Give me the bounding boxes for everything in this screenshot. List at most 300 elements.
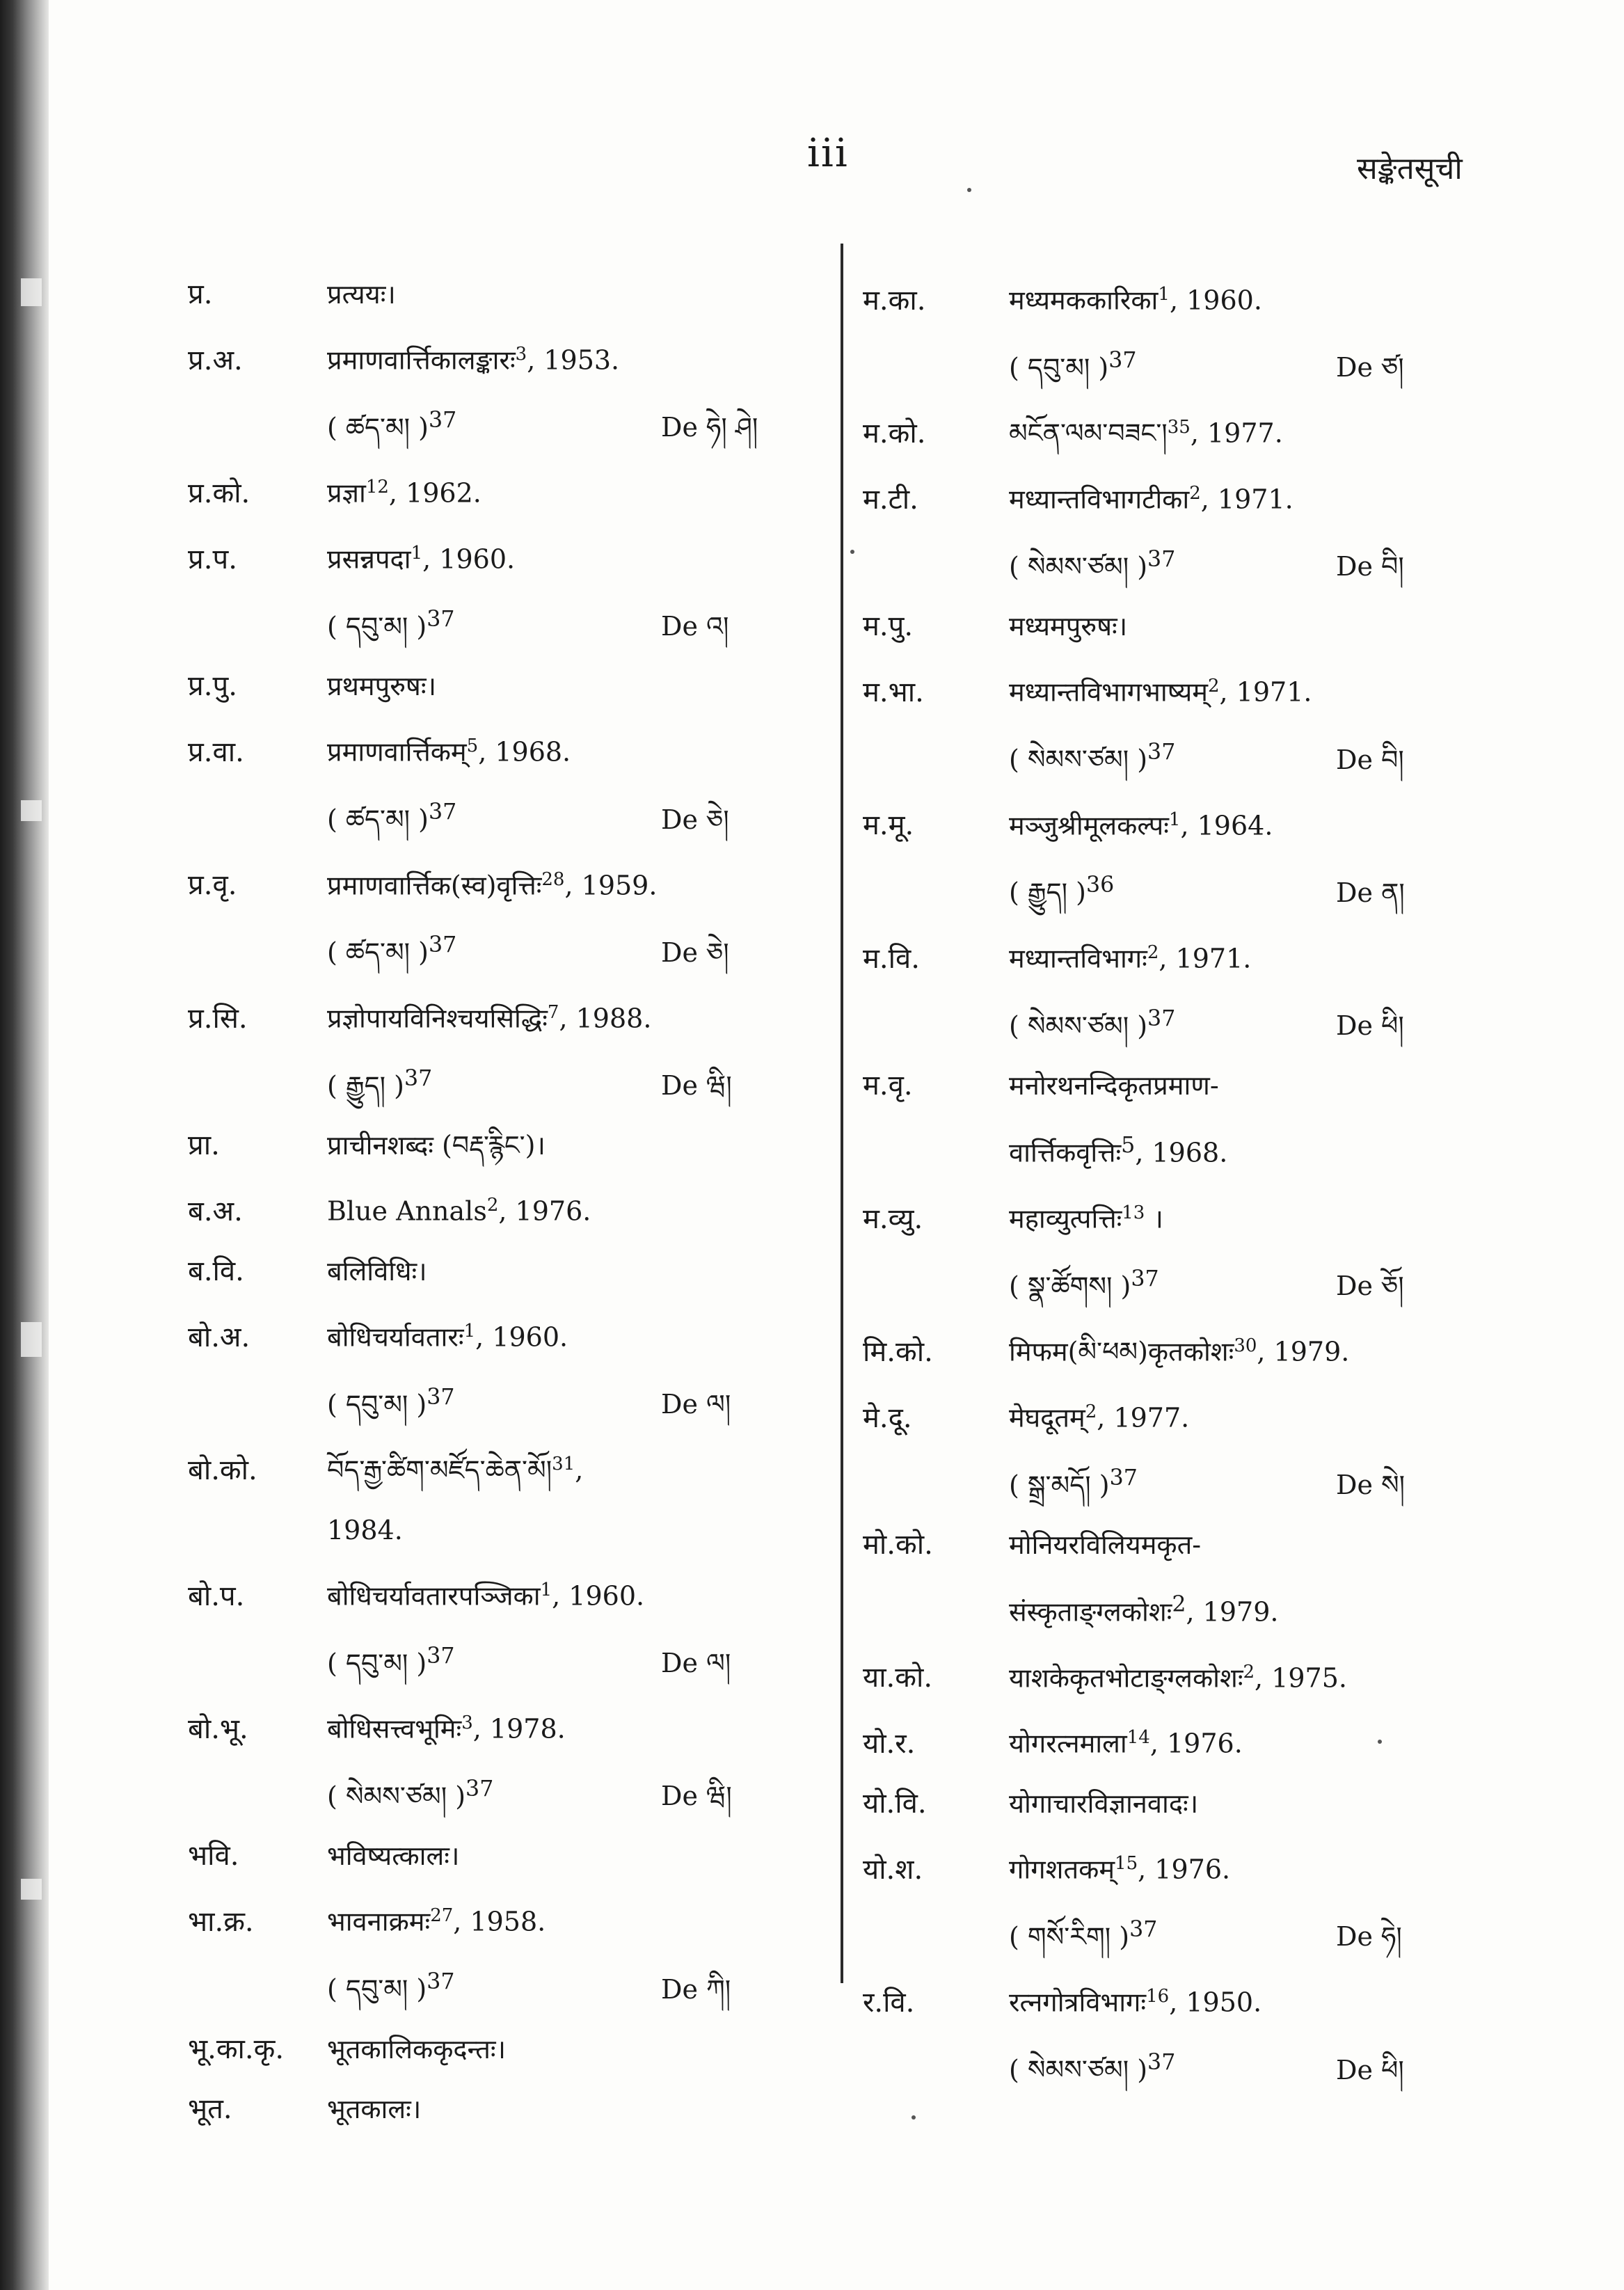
footnote-ref: 37 bbox=[1108, 347, 1137, 373]
abbreviation: मे.दू. bbox=[863, 1401, 912, 1434]
derge-reference: De བི། bbox=[1336, 551, 1404, 582]
derge-reference: De སེ། bbox=[1336, 1470, 1406, 1501]
source-section: ( དབུ་མ། ) bbox=[327, 1389, 427, 1420]
expansion bbox=[327, 1560, 877, 1626]
tibetan-source bbox=[1009, 989, 1336, 1056]
source-line bbox=[188, 1952, 877, 2019]
footnote-ref: 37 bbox=[1147, 2050, 1176, 2076]
footnote-ref: 28 bbox=[541, 868, 565, 890]
expansion bbox=[327, 264, 877, 324]
tibetan-source bbox=[327, 589, 661, 657]
expansion bbox=[1009, 1316, 1489, 1382]
entry-line bbox=[188, 264, 877, 324]
footnote-ref: 12 bbox=[365, 477, 389, 498]
abbreviation-entry bbox=[188, 656, 877, 716]
derge-reference: De ཧེ། bbox=[1336, 1921, 1402, 1953]
footnote-ref: 3 bbox=[515, 344, 527, 365]
abbreviation-entry bbox=[188, 1175, 877, 1241]
expansion-text: बोधिसत्त्वभूमिः bbox=[327, 1713, 462, 1744]
expansion bbox=[327, 1693, 877, 1759]
tibetan-source bbox=[327, 1049, 661, 1116]
footnote-ref: 1 bbox=[463, 1320, 476, 1342]
footnote-ref: 37 bbox=[1129, 1916, 1158, 1942]
abbreviation-entry bbox=[863, 1966, 1489, 2099]
expansion-text: मध्यान्तविभागटीका bbox=[1009, 484, 1190, 515]
entry-line bbox=[863, 264, 1489, 331]
source-line bbox=[863, 1448, 1489, 1516]
expansion bbox=[1009, 1183, 1489, 1249]
source-section: ( སྣ་ཚོགས། ) bbox=[1009, 1271, 1131, 1302]
abbreviation-entry bbox=[188, 2079, 877, 2139]
continuation-line: 1984. bbox=[327, 1514, 403, 1545]
source-line bbox=[863, 722, 1489, 790]
abbreviation: मि.को. bbox=[863, 1335, 933, 1368]
expansion-text: प्रसन्नपदा bbox=[327, 543, 411, 575]
abbreviation: म.पु. bbox=[863, 610, 914, 643]
footnote-ref: 3 bbox=[461, 1712, 473, 1734]
source-section: ( སེམས་ཙམ། ) bbox=[1009, 551, 1148, 582]
abbreviation-entry bbox=[188, 457, 877, 523]
expansion bbox=[1009, 1382, 1489, 1448]
expansion bbox=[327, 850, 877, 916]
footnote-ref: 2 bbox=[1147, 941, 1159, 963]
footnote-ref: 1 bbox=[411, 542, 423, 564]
abbreviation: म.वृ. bbox=[863, 1070, 913, 1102]
expansion-year: , 1960. bbox=[552, 1580, 645, 1612]
source-line bbox=[188, 782, 877, 850]
expansion-year: , 1953. bbox=[527, 344, 620, 376]
derge-reference: De ཝི། bbox=[661, 1070, 732, 1102]
derge-reference: De བི། bbox=[1336, 744, 1404, 775]
footnote-ref: 35 bbox=[1167, 417, 1191, 438]
footnote-ref: 13 bbox=[1122, 1202, 1145, 1223]
abbreviation: प्र.अ. bbox=[188, 344, 243, 376]
expansion bbox=[1009, 1642, 1489, 1708]
abbreviation-entry bbox=[863, 790, 1489, 923]
expansion bbox=[1009, 1708, 1489, 1774]
scan-speck bbox=[911, 2115, 916, 2120]
abbreviation-entry bbox=[188, 983, 877, 1115]
expansion-year: , 1975. bbox=[1255, 1662, 1347, 1694]
abbreviation: ब.अ. bbox=[188, 1195, 243, 1227]
expansion-year: । bbox=[1145, 1203, 1163, 1234]
abbreviation-entry bbox=[863, 1642, 1489, 1708]
right-column bbox=[863, 264, 1489, 2100]
expansion-text: བོད་རྒྱ་ཚིག་མཛོད་ཆེན་མོ། bbox=[327, 1454, 552, 1486]
abbreviation-entry bbox=[188, 1560, 877, 1693]
source-line bbox=[188, 1626, 877, 1694]
abbreviation-entry bbox=[188, 2019, 877, 2079]
expansion-text: बोधिचर्यावतारः bbox=[327, 1321, 464, 1353]
entry-line bbox=[863, 1708, 1489, 1774]
expansion-text: योगाचारविज्ञानवादः। bbox=[1009, 1788, 1199, 1820]
abbreviation: म.टी. bbox=[863, 483, 918, 516]
expansion-text: प्रमाणवार्त्तिकम् bbox=[327, 736, 467, 768]
source-line bbox=[188, 915, 877, 983]
expansion-text: मिफम(མི་ཕམ)कृतकोशः bbox=[1009, 1336, 1234, 1367]
entry-line bbox=[188, 1241, 877, 1301]
expansion-year: , 1978. bbox=[472, 1713, 566, 1744]
abbreviation-entry bbox=[863, 1834, 1489, 1966]
tibetan-source bbox=[327, 915, 661, 983]
expansion-text: मध्यान्तविभागः bbox=[1009, 943, 1147, 974]
expansion-text: भविष्यत्कालः। bbox=[327, 1840, 460, 1872]
continuation-text bbox=[1009, 1575, 1336, 1642]
source-section: ( སེམས་ཙམ། ) bbox=[1009, 744, 1148, 775]
expansion-text: मनोरथनन्दिकृतप्रमाण- bbox=[1009, 1070, 1219, 1102]
expansion-year: , 1960. bbox=[422, 543, 516, 575]
scan-speck bbox=[967, 188, 971, 192]
tibetan-source bbox=[1009, 1249, 1336, 1317]
expansion-year: , 1976. bbox=[498, 1195, 591, 1227]
expansion bbox=[327, 1175, 877, 1241]
expansion-text: མངོན་ལམ་བཟང་། bbox=[1009, 418, 1168, 449]
entry-line bbox=[188, 983, 877, 1049]
entry-line bbox=[863, 397, 1489, 463]
abbreviation-entry bbox=[188, 523, 877, 656]
entry-line bbox=[863, 1316, 1489, 1382]
derge-reference: De ཅོ། bbox=[1336, 1271, 1404, 1302]
entry-line bbox=[188, 1115, 877, 1175]
abbreviation-entry bbox=[863, 1056, 1489, 1183]
entry-line bbox=[863, 1382, 1489, 1448]
abbreviation: ब.वि. bbox=[188, 1255, 244, 1287]
footnote-ref: 37 bbox=[465, 1776, 494, 1802]
footnote-ref: 5 bbox=[1121, 1133, 1136, 1159]
abbreviation-entry bbox=[863, 1316, 1489, 1382]
expansion-text: मध्यमपुरुषः। bbox=[1009, 611, 1128, 642]
source-line bbox=[863, 1249, 1489, 1317]
footnote-ref: 31 bbox=[552, 1454, 575, 1475]
source-section: ( དབུ་མ། ) bbox=[327, 1648, 427, 1679]
entry-line bbox=[188, 1434, 877, 1500]
expansion-year: , 1979. bbox=[1186, 1596, 1279, 1628]
abbreviation: म.भा. bbox=[863, 676, 924, 708]
abbreviation-entry bbox=[188, 1241, 877, 1301]
expansion-text: महाव्युत्पत्तिः bbox=[1009, 1203, 1122, 1234]
entry-line bbox=[188, 324, 877, 390]
abbreviation: प्र.वृ. bbox=[188, 869, 237, 902]
entry-line bbox=[863, 1515, 1489, 1575]
derge-reference: De ཙ། bbox=[1336, 352, 1404, 383]
entry-line bbox=[863, 1183, 1489, 1249]
source-section: ( དབུ་མ། ) bbox=[327, 611, 427, 642]
source-section: ( རྒྱུད། ) bbox=[1009, 877, 1086, 908]
abbreviation-entry bbox=[863, 264, 1489, 397]
footnote-ref: 1 bbox=[1158, 284, 1170, 305]
footnote-ref: 37 bbox=[1147, 1005, 1176, 1031]
expansion bbox=[327, 1301, 877, 1367]
expansion-text: याशकेकृतभोटाङ्ग्लकोशः bbox=[1009, 1662, 1243, 1694]
expansion bbox=[1009, 1774, 1489, 1834]
expansion bbox=[327, 983, 877, 1049]
entry-line bbox=[188, 1301, 877, 1367]
footnote-ref: 1 bbox=[540, 1579, 552, 1600]
expansion-text: रत्नगोत्रविभागः bbox=[1009, 1987, 1147, 2019]
expansion-text: मेघदूतम् bbox=[1009, 1402, 1085, 1433]
expansion-year: , 1960. bbox=[1169, 285, 1262, 316]
expansion-text: भूतकालिककृदन्तः। bbox=[327, 2033, 506, 2065]
expansion-text: मोनियरविलियमकृत- bbox=[1009, 1529, 1202, 1561]
tibetan-source bbox=[327, 390, 661, 458]
expansion-year: , 1976. bbox=[1149, 1728, 1243, 1760]
footnote-ref: 37 bbox=[428, 932, 457, 958]
expansion bbox=[327, 716, 877, 782]
expansion-year: , 1976. bbox=[1138, 1854, 1231, 1885]
footnote-ref: 37 bbox=[1147, 739, 1176, 765]
tibetan-source bbox=[327, 782, 661, 850]
abbreviation: प्र.को. bbox=[188, 477, 250, 509]
entry-line bbox=[863, 790, 1489, 856]
abbreviation: भू.का.कृ. bbox=[188, 2033, 285, 2065]
footnote-ref: 5 bbox=[466, 735, 479, 757]
scan-edge bbox=[0, 0, 49, 2290]
expansion-text: बोधिचर्यावतारपञ्जिका bbox=[327, 1580, 541, 1612]
entry-line bbox=[863, 1774, 1489, 1834]
abbreviation: म.वि. bbox=[863, 942, 920, 975]
expansion bbox=[1009, 1515, 1489, 1575]
abbreviation-entry bbox=[863, 1774, 1489, 1834]
source-section: ( སེམས་ཙམ། ) bbox=[327, 1781, 466, 1812]
source-section: ( དབུ་མ། ) bbox=[1009, 352, 1109, 383]
abbreviation-entry bbox=[863, 1382, 1489, 1515]
entry-line bbox=[188, 656, 877, 716]
expansion bbox=[327, 523, 877, 589]
source-section: ( སེམས་ཙམ། ) bbox=[1009, 2054, 1148, 2085]
tibetan-source bbox=[1009, 1448, 1336, 1516]
entry-line bbox=[188, 1886, 877, 1952]
expansion-text: बलिविधिः। bbox=[327, 1255, 427, 1287]
continuation-text bbox=[327, 1500, 661, 1560]
abbreviation: भवि. bbox=[188, 1840, 239, 1872]
footnote-ref: 37 bbox=[427, 1969, 455, 1995]
abbreviation: यो.श. bbox=[863, 1853, 923, 1886]
expansion bbox=[327, 656, 877, 716]
expansion-year: , 1971. bbox=[1200, 484, 1293, 515]
expansion bbox=[1009, 463, 1489, 530]
abbreviation: या.को. bbox=[863, 1662, 933, 1694]
source-section: ( ཚད་མ། ) bbox=[327, 804, 429, 835]
derge-reference: De ལ། bbox=[661, 1389, 731, 1420]
expansion bbox=[1009, 1966, 1489, 2033]
source-line bbox=[188, 589, 877, 657]
entry-line bbox=[188, 2079, 877, 2139]
derge-reference: De ན། bbox=[1336, 877, 1405, 908]
source-line bbox=[863, 530, 1489, 597]
tibetan-source bbox=[1009, 2033, 1336, 2100]
continuation-text bbox=[1009, 1115, 1336, 1183]
expansion bbox=[1009, 656, 1489, 722]
footnote-ref: 37 bbox=[1131, 1266, 1159, 1291]
expansion-text: प्रमाणवार्त्तिक(स्व)वृत्तिः bbox=[327, 870, 542, 901]
abbreviation: प्र. bbox=[188, 278, 213, 310]
footnote-ref: 2 bbox=[1243, 1661, 1255, 1683]
expansion bbox=[327, 1241, 877, 1301]
expansion-text: Blue Annals bbox=[327, 1195, 487, 1227]
abbreviation: म.मू. bbox=[863, 809, 914, 842]
footnote-ref: 37 bbox=[427, 1643, 455, 1669]
abbreviation: प्र.पु. bbox=[188, 670, 237, 703]
abbreviation-entry bbox=[863, 596, 1489, 656]
entry-line bbox=[863, 1966, 1489, 2033]
source-section: ( དབུ་མ། ) bbox=[327, 1973, 427, 2005]
expansion bbox=[327, 1826, 877, 1886]
source-line bbox=[188, 1367, 877, 1435]
footnote-ref: 2 bbox=[1208, 676, 1220, 697]
expansion bbox=[327, 1434, 877, 1500]
expansion-text: प्रमाणवार्त्तिकालङ्कारः bbox=[327, 344, 516, 376]
footnote-ref: 15 bbox=[1115, 1853, 1138, 1875]
expansion-text: प्रथमपुरुषः। bbox=[327, 671, 436, 702]
expansion-year: , 1971. bbox=[1219, 676, 1312, 708]
derge-reference: De ཅེ། bbox=[661, 804, 729, 835]
abbreviation-entry bbox=[188, 324, 877, 457]
tibetan-source bbox=[1009, 530, 1336, 597]
footnote-ref: 37 bbox=[427, 1384, 455, 1410]
abbreviation-entry bbox=[863, 1708, 1489, 1774]
entry-line bbox=[188, 850, 877, 916]
derge-reference: De ཕི། bbox=[1336, 2054, 1404, 2085]
entry-line bbox=[188, 716, 877, 782]
entry-continuation bbox=[863, 1115, 1489, 1183]
abbreviation-entry bbox=[863, 656, 1489, 789]
entry-line bbox=[863, 656, 1489, 722]
expansion-year: , 1971. bbox=[1159, 943, 1252, 974]
entry-continuation bbox=[188, 1500, 877, 1560]
expansion-year: , 1988. bbox=[559, 1003, 652, 1034]
source-section: ( གསོ་རིག། ) bbox=[1009, 1921, 1130, 1953]
abbreviation-entry bbox=[188, 850, 877, 983]
running-title: सङ्केतसूची bbox=[1357, 151, 1463, 186]
expansion-text: मध्यमककारिका bbox=[1009, 285, 1159, 316]
expansion bbox=[327, 1115, 877, 1175]
expansion bbox=[1009, 923, 1489, 989]
entry-continuation bbox=[863, 1575, 1489, 1642]
expansion bbox=[327, 2019, 877, 2079]
footnote-ref: 1 bbox=[1168, 809, 1181, 830]
expansion-text: गोगशतकम् bbox=[1009, 1854, 1115, 1885]
expansion-text: प्रज्ञा bbox=[327, 477, 366, 509]
abbreviation-entry bbox=[188, 1434, 877, 1560]
footnote-ref: 37 bbox=[1147, 546, 1176, 572]
abbreviation-entry bbox=[863, 1515, 1489, 1642]
source-section: ( སེམས་ཙམ། ) bbox=[1009, 1010, 1148, 1042]
entry-line bbox=[188, 457, 877, 523]
expansion-year: , 1977. bbox=[1190, 418, 1283, 449]
source-line bbox=[863, 989, 1489, 1056]
expansion bbox=[327, 457, 877, 523]
expansion-text: मध्यान्तविभागभाष्यम् bbox=[1009, 676, 1208, 708]
scan-speck bbox=[1378, 1740, 1382, 1744]
expansion-text: मञ्जुश्रीमूलकल्पः bbox=[1009, 810, 1169, 841]
tibetan-source bbox=[327, 1759, 661, 1827]
expansion-year: , 1958. bbox=[453, 1907, 546, 1938]
entry-line bbox=[188, 1175, 877, 1241]
continuation-line: वार्त्तिकवृत्तिः bbox=[1009, 1137, 1122, 1168]
derge-reference: De ལ། bbox=[661, 1648, 731, 1679]
abbreviation: प्रा. bbox=[188, 1129, 220, 1162]
entry-line bbox=[863, 1642, 1489, 1708]
source-line bbox=[188, 1049, 877, 1116]
abbreviation: मो.को. bbox=[863, 1529, 933, 1561]
source-section: ( ཚད་མ། ) bbox=[327, 412, 429, 443]
footnote-ref: 37 bbox=[404, 1065, 433, 1091]
expansion-text: योगरत्नमाला bbox=[1009, 1728, 1127, 1760]
footnote-ref: 37 bbox=[1109, 1465, 1138, 1490]
expansion bbox=[1009, 1056, 1489, 1115]
abbreviation: प्र.सि. bbox=[188, 1002, 248, 1035]
source-line bbox=[863, 855, 1489, 923]
source-section: ( སྒྲ་མདོ། ) bbox=[1009, 1470, 1110, 1501]
abbreviation: म.का. bbox=[863, 284, 926, 317]
tibetan-source bbox=[1009, 722, 1336, 790]
source-line bbox=[863, 331, 1489, 398]
entry-line bbox=[188, 1560, 877, 1626]
footnote-ref: 27 bbox=[430, 1905, 454, 1927]
expansion bbox=[327, 1886, 877, 1952]
abbreviation: र.वि. bbox=[863, 1987, 915, 2019]
derge-reference: De ཝི། bbox=[661, 1781, 732, 1812]
abbreviation-entry bbox=[188, 1693, 877, 1826]
entry-line bbox=[863, 1834, 1489, 1900]
derge-reference: De ཧེ། ཤེ། bbox=[661, 412, 758, 443]
source-line bbox=[188, 1759, 877, 1827]
tibetan-source bbox=[1009, 1900, 1336, 1967]
abbreviation: यो.वि. bbox=[863, 1788, 927, 1820]
abbreviation-entry bbox=[188, 1826, 877, 1886]
entry-line bbox=[863, 1056, 1489, 1115]
source-section: ( ཚད་མ། ) bbox=[327, 937, 429, 968]
expansion bbox=[1009, 397, 1489, 463]
expansion-text: भूतकालः। bbox=[327, 2093, 422, 2124]
abbreviation-entry bbox=[863, 923, 1489, 1056]
expansion-year: , 1962. bbox=[388, 477, 481, 509]
source-section: ( རྒྱུད། ) bbox=[327, 1070, 404, 1102]
derge-reference: De འ། bbox=[661, 611, 729, 642]
footnote-ref: 36 bbox=[1086, 873, 1115, 898]
expansion-year: , 1964. bbox=[1180, 810, 1273, 841]
footnote-ref: 30 bbox=[1234, 1335, 1257, 1357]
entry-line bbox=[863, 923, 1489, 989]
expansion-text: भावनाक्रमः bbox=[327, 1907, 431, 1938]
expansion-year: , 1977. bbox=[1097, 1402, 1190, 1433]
abbreviation: म.को. bbox=[863, 417, 926, 450]
entry-line bbox=[863, 463, 1489, 530]
abbreviation: भूत. bbox=[188, 2092, 232, 2125]
footnote-ref: 37 bbox=[428, 407, 457, 433]
abbreviation-entry bbox=[188, 1115, 877, 1175]
entry-line bbox=[188, 2019, 877, 2079]
expansion-year: , 1959. bbox=[564, 870, 658, 901]
tibetan-source bbox=[1009, 855, 1336, 923]
expansion-year: , 1960. bbox=[475, 1321, 568, 1353]
entry-line bbox=[863, 596, 1489, 656]
continuation-line: संस्कृताङ्ग्लकोशः bbox=[1009, 1596, 1172, 1628]
derge-reference: De ཅེ། bbox=[661, 937, 729, 968]
footnote-ref: 16 bbox=[1146, 1986, 1170, 2007]
expansion-text: प्रत्ययः। bbox=[327, 279, 396, 310]
tibetan-source bbox=[327, 1952, 661, 2019]
entry-line bbox=[188, 1826, 877, 1886]
source-line bbox=[863, 1900, 1489, 1967]
tibetan-source bbox=[327, 1626, 661, 1694]
abbreviation-entry bbox=[188, 264, 877, 324]
derge-reference: De ཀི། bbox=[661, 1973, 731, 2005]
expansion-year: , 1968. bbox=[478, 736, 571, 768]
expansion bbox=[1009, 264, 1489, 331]
scan-speck bbox=[850, 550, 854, 554]
abbreviation: बो.अ. bbox=[188, 1321, 250, 1353]
